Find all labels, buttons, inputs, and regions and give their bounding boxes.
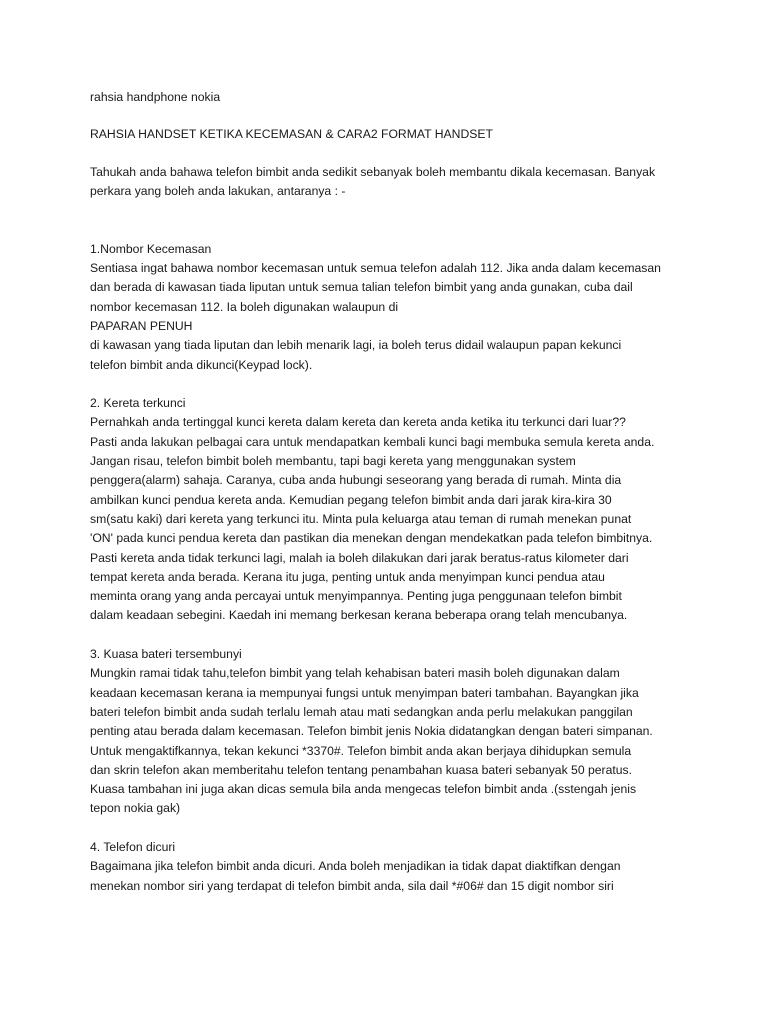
section-title: 4. Telefon dicuri xyxy=(90,839,176,854)
section-line: Mungkin ramai tidak tahu,telefon bimbit yang telah kehabisan bateri masih boleh digunakan dalam xyxy=(90,666,620,681)
section-line: dan skrin telefon akan memberitahu telefon tentang penambahan kuasa bateri sebanyak 50 peratus. xyxy=(90,762,633,777)
section-line: Kuasa tambahan ini juga akan dicas semula bila anda mengecas telefon bimbit anda .(sstengah jenis xyxy=(90,782,637,797)
section-line: Sentiasa ingat bahawa nombor kecemasan untuk semua telefon adalah 112. Jika anda dalam kecemasan xyxy=(90,261,661,276)
intro-line: Tahukah anda bahawa telefon bimbit anda sedikit sebanyak boleh membantu dikala kecemasan. Banyak xyxy=(90,164,656,179)
section-line: menekan nombor siri yang terdapat di telefon bimbit anda, sila dail *#06# dan 15 digit nombor siri xyxy=(90,878,614,893)
section-line: telefon bimbit anda dikunci(Keypad lock). xyxy=(90,357,313,372)
section-line: Untuk mengaktifkannya, tekan kekunci *3370#. Telefon bimbit anda akan berjaya dihidupkan semula xyxy=(90,743,632,758)
section-line: sm(satu kaki) dari kereta yang terkunci itu. Minta pula keluarga atau teman di rumah menekan punat xyxy=(90,511,632,526)
document-body xyxy=(90,88,690,896)
document-heading: RAHSIA HANDSET KETIKA KECEMASAN & CARA2 FORMAT HANDSET xyxy=(90,127,493,142)
section-title: 3. Kuasa bateri tersembunyi xyxy=(90,647,242,662)
section-line: tepon nokia gak) xyxy=(90,801,181,816)
section-line: Bagaimana jika telefon bimbit anda dicuri. Anda boleh menjadikan ia tidak dapat diaktifkan dengan xyxy=(90,859,621,874)
section-line: di kawasan yang tiada liputan dan lebih menarik lagi, ia boleh terus didail walaupun papan kekunci xyxy=(90,338,622,353)
section-line: dalam keadaan sebegini. Kaedah ini memang berkesan kerana beberapa orang telah mencubanya. xyxy=(90,608,628,623)
section-title: 2. Kereta terkunci xyxy=(90,396,186,411)
section-line: bateri telefon bimbit anda sudah terlalu lemah atau mati sedangkan anda perlu melakukan panggilan xyxy=(90,704,633,719)
document-title-line: rahsia handphone nokia xyxy=(90,90,221,104)
section-4 xyxy=(90,838,690,896)
section-line: Pernahkah anda tertinggal kunci kereta dalam kereta dan kereta anda ketika itu terkunci dari luar?? xyxy=(90,415,626,430)
intro-line: perkara yang boleh anda lakukan, antaranya : - xyxy=(90,183,346,198)
section-line: Pasti anda lakukan pelbagai cara untuk mendapatkan kembali kunci bagi membuka semula kereta anda. xyxy=(90,434,655,449)
section-line: dan berada di kawasan tiada liputan untuk semua talian telefon bimbit yang anda gunakan, cuba dail xyxy=(90,280,633,295)
section-3 xyxy=(90,645,690,819)
section-line: keadaan kecemasan kerana ia mempunyai fungsi untuk menyimpan bateri tambahan. Bayangkan jika xyxy=(90,685,639,700)
section-1 xyxy=(90,240,690,375)
section-line: 'ON' pada kunci pendua kereta dan pastikan dia menekan dengan mendekatkan pada telefon bimbitnya. xyxy=(90,531,653,546)
section-title: 1.Nombor Kecemasan xyxy=(90,241,212,256)
section-line: Pasti kereta anda tidak terkunci lagi, malah ia boleh dilakukan dari jarak beratus-ratus kilometer dari xyxy=(90,550,629,565)
intro-paragraph xyxy=(90,163,690,202)
section-line: penggera(alarm) sahaja. Caranya, cuba anda hubungi seseorang yang berada di rumah. Minta dia xyxy=(90,473,622,488)
section-line: meminta orang yang anda percayai untuk menyimpannya. Penting juga penggunaan telefon bimbit xyxy=(90,589,622,604)
section-line: Jangan risau, telefon bimbit boleh membantu, tapi bagi kereta yang menggunakan system xyxy=(90,454,576,469)
section-line: penting atau berada dalam kecemasan. Telefon bimbit jenis Nokia didatangkan dengan bateri simpanan. xyxy=(90,724,653,739)
section-line: PAPARAN PENUH xyxy=(90,318,193,333)
section-line: tempat kereta anda berada. Kerana itu juga, penting untuk anda menyimpan kunci pendua atau xyxy=(90,569,605,584)
section-2 xyxy=(90,394,690,626)
section-line: nombor kecemasan 112. Ia boleh digunakan walaupun di xyxy=(90,299,399,314)
section-line: ambilkan kunci pendua kereta anda. Kemudian pegang telefon bimbit anda dari jarak kira-kira 30 xyxy=(90,492,612,507)
